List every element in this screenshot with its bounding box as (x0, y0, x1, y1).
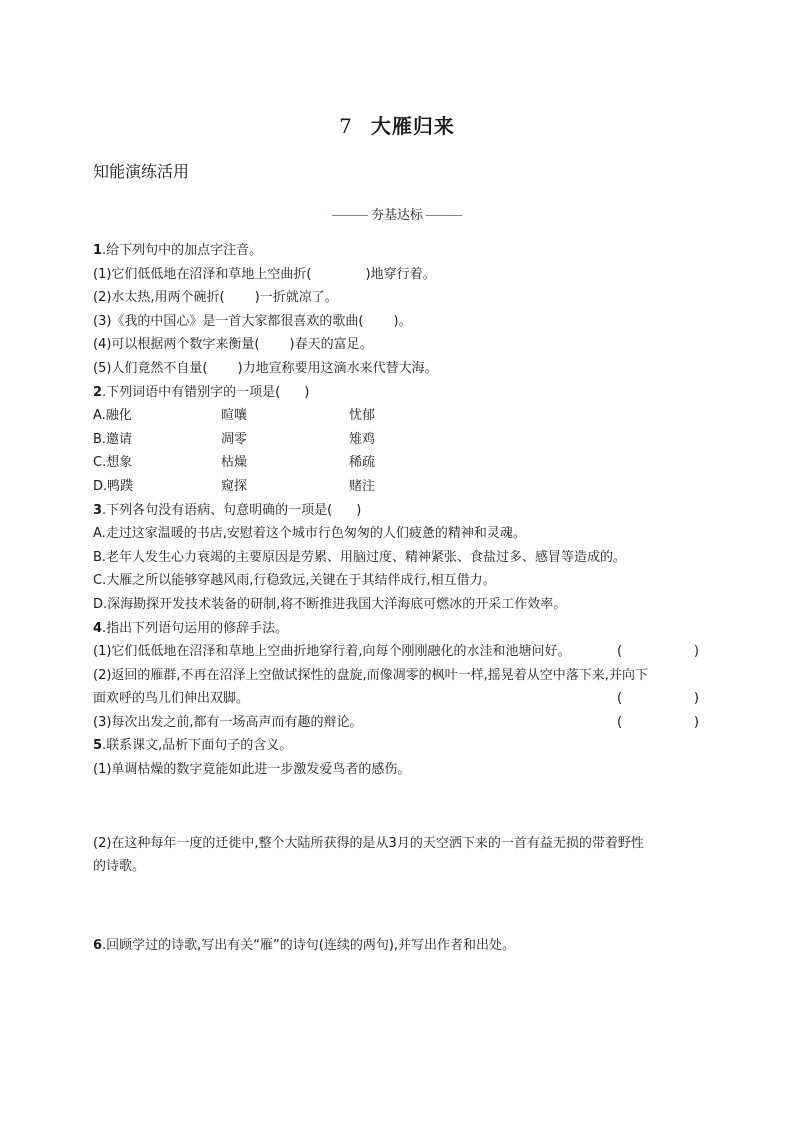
q2-option-a (93, 404, 699, 428)
q6-number: 6 (93, 937, 103, 953)
q2-option-d-word-3: 赌注 (349, 478, 376, 494)
subtitle: 知能演练活用 (93, 162, 190, 181)
q3-stem-end: ) (356, 502, 362, 518)
q1-item-2-after: )一折就凉了。 (254, 290, 338, 306)
q3-option-c: C.大雁之所以能够穿越风雨,行稳致远,关键在于其结伴成行,相互借力。 (93, 573, 496, 589)
q2-option-b-word-1: B.邀请 (93, 431, 133, 447)
q2-number: 2 (93, 384, 103, 400)
q1-item-1-before: (1)它们低低地在沼泽和草地上空曲折( (93, 266, 312, 282)
q1-item-5-before: (5)人们竟然不自量( (93, 360, 208, 376)
q1-item-2-before: (2)水太热,用两个碗折( (93, 290, 225, 306)
q1-item-2 (93, 286, 699, 310)
q4-stem-text: .指出下列语句运用的修辞手法。 (102, 620, 289, 636)
heading-rule-left (332, 215, 368, 216)
q4-item-2-line-1: (2)返回的雁群,不再在沼泽上空做试探性的盘旋,而像凋零的枫叶一样,摇晃着从空中落下来,并向下 (93, 667, 648, 683)
q3-option-b: B.老年人发生心力衰竭的主要原因是劳累、用脑过度、精神紧张、食盐过多、感冒等造成的。 (93, 549, 627, 565)
q2-option-d (93, 475, 699, 499)
paren-close: ) (693, 644, 699, 660)
q1-item-5 (93, 357, 699, 381)
q2-option-c-word-2: 枯燥 (221, 455, 248, 471)
q5-item-2-line-2: 的诗歌。 (93, 859, 146, 875)
heading-rule-right (426, 215, 462, 216)
q2-option-c (93, 451, 699, 475)
paren-open: ( (617, 714, 623, 730)
q2-stem-end: ) (304, 384, 310, 400)
q4-number: 4 (93, 620, 103, 636)
q5-item-1: (1)单调枯燥的数字竟能如此进一步激发爱鸟者的感伤。 (93, 762, 411, 778)
lesson-number: 7 (339, 114, 353, 138)
q1-item-3-after: )。 (393, 313, 412, 329)
section-label: 夯基达标 (370, 208, 423, 223)
q2-option-b (93, 428, 699, 452)
q4-item-3-text: (3)每次出发之前,都有一场高声而有趣的辩论。 (93, 714, 363, 730)
paren-open: ( (617, 644, 623, 660)
q2-option-c-word-1: C.想象 (93, 455, 133, 471)
q5-item-2-line-1: (2)在这种每年一度的迁徙中,整个大陆所获得的是从3月的天空洒下来的一首有益无损的带着野性 (93, 835, 644, 851)
q6-stem (93, 934, 699, 958)
q2-stem-text: .下列词语中有错别字的一项是( (102, 384, 281, 400)
answer-blank[interactable] (617, 687, 699, 711)
q4-stem (93, 617, 699, 641)
answer-space[interactable] (93, 879, 699, 934)
q3-number: 3 (93, 502, 103, 518)
answer-blank[interactable] (617, 640, 699, 664)
q1-item-1 (93, 263, 699, 287)
lesson-title (0, 110, 794, 139)
q3-option-d: D.深海勘探开发技术装备的研制,将不断推进我国大洋海底可燃冰的开采工作效率。 (93, 596, 567, 612)
q2-option-c-word-3: 稀疏 (349, 455, 376, 471)
q2-option-a-word-3: 忧郁 (349, 408, 376, 424)
q1-item-4 (93, 333, 699, 357)
q4-item-3 (93, 711, 699, 735)
q2-option-a-word-1: A.融化 (93, 408, 132, 424)
q6-stem-text: .回顾学过的诗歌,写出有关“雁”的诗句(连续的两句),并写出作者和出处。 (102, 937, 516, 953)
q1-item-1-after: )地穿行着。 (365, 266, 436, 282)
q4-item-1 (93, 640, 699, 664)
section-heading (0, 204, 794, 223)
q2-option-d-word-1: D.鸭蹼 (93, 478, 134, 494)
q5-stem (93, 734, 699, 758)
q4-item-2-line-2 (93, 687, 699, 711)
q1-item-3 (93, 310, 699, 334)
q2-option-a-word-2: 暄嚷 (221, 408, 248, 424)
lesson-name: 大雁归来 (370, 114, 455, 138)
q2-option-b-word-2: 凋零 (221, 431, 248, 447)
q1-item-4-after: )春天的富足。 (289, 337, 373, 353)
answer-blank[interactable] (617, 711, 699, 735)
answer-space[interactable] (93, 782, 699, 832)
paren-close: ) (693, 714, 699, 730)
q1-item-4-before: (4)可以根据两个数字来衡量( (93, 337, 260, 353)
paren-close: ) (693, 691, 699, 707)
q2-stem (93, 381, 699, 405)
q3-stem (93, 499, 699, 523)
q1-item-5-after: )力地宣称要用这滴水来代替大海。 (237, 360, 438, 376)
q1-stem-text: .给下列句中的加点字注音。 (102, 243, 263, 258)
q5-number: 5 (93, 738, 103, 754)
q1-number: 1 (93, 243, 103, 258)
q2-option-d-word-2: 窥探 (221, 478, 248, 494)
q4-item-2-text: 面欢呼的鸟儿们伸出双脚。 (93, 691, 250, 707)
q3-option-a: A.走过这家温暖的书店,安慰着这个城市行色匆匆的人们疲惫的精神和灵魂。 (93, 526, 526, 542)
q5-stem-text: .联系课文,品析下面句子的含义。 (102, 738, 293, 754)
questions (93, 239, 699, 957)
q3-stem-text: .下列各句没有语病、句意明确的一项是( (102, 502, 333, 518)
q4-item-1-text: (1)它们低低地在沼泽和草地上空曲折地穿行着,向每个刚刚融化的水洼和池塘问好。 (93, 644, 571, 660)
paren-open: ( (617, 691, 623, 707)
q2-option-b-word-3: 雉鸡 (349, 431, 376, 447)
q1-item-3-before: (3)《我的中国心》是一首大家都很喜欢的歌曲( (93, 313, 364, 329)
q1-stem (93, 239, 699, 263)
